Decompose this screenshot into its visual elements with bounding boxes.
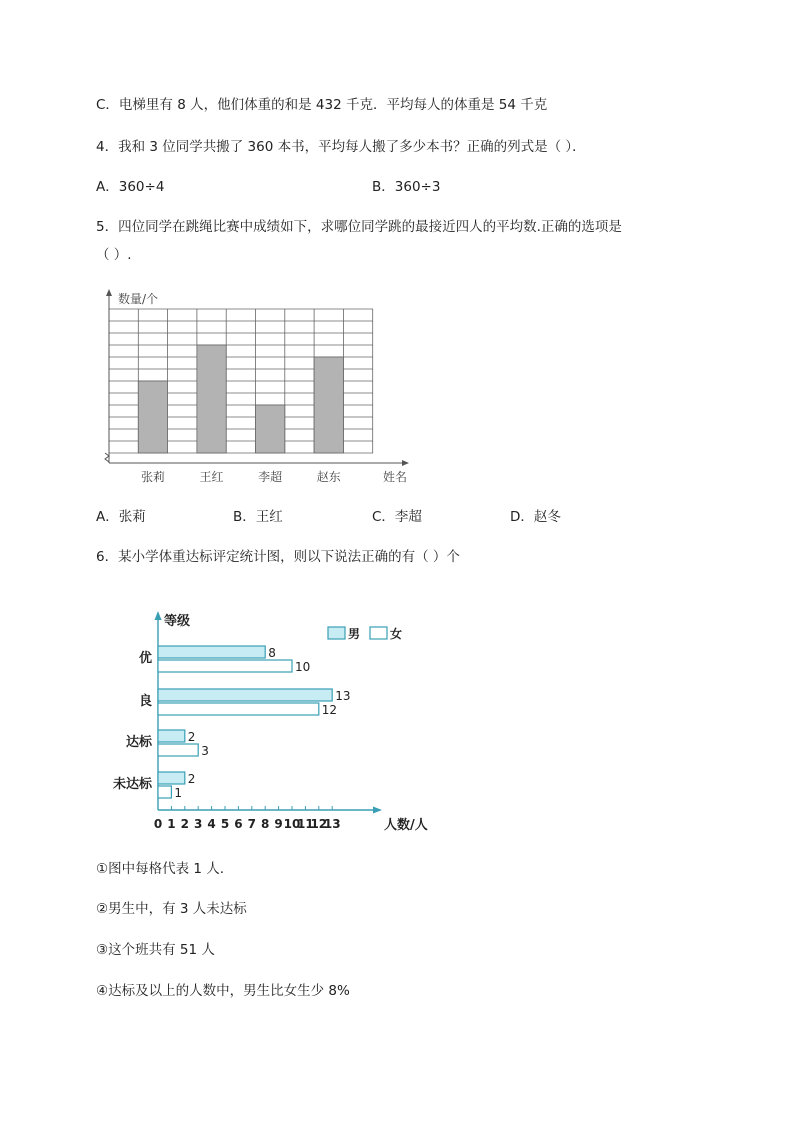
q4-stem: 4．我和 3 位同学共搬了 360 本书，平均每人搬了多少本书？正确的列式是（ ）． xyxy=(96,139,586,155)
chart2-legend-label-1: 男 xyxy=(348,627,361,641)
q4-option-a: A．360÷4 xyxy=(96,179,165,195)
q4-option-b: B．360÷3 xyxy=(372,179,441,195)
chart2-bar xyxy=(158,660,292,672)
chart2-data-label: 2 xyxy=(187,730,196,744)
chart2-bar xyxy=(158,703,319,715)
chart2-tick-label: 11 xyxy=(297,817,314,831)
chart2-tick-label: 10 xyxy=(283,817,301,831)
q5-option-b: B．王红 xyxy=(233,509,283,525)
chart2-category-label: 未达标 xyxy=(112,777,152,792)
chart1-x-arrow xyxy=(402,460,409,466)
q3-option-c: C．电梯里有 8 人，他们体重的和是 432 千克．平均每人的体重是 54 千克 xyxy=(96,97,548,113)
chart1-tick-labels xyxy=(141,469,341,484)
chart2-legend-swatch-1 xyxy=(328,627,345,639)
q5-stem-line2: （ ）. xyxy=(96,247,132,263)
chart2-data-label: 3 xyxy=(201,744,209,758)
chart2-bar xyxy=(158,646,265,658)
chart2-tick-label: 4 xyxy=(207,817,216,831)
chart1-bar-4 xyxy=(314,357,343,453)
chart1-tick-label: 张莉 xyxy=(140,470,165,484)
chart2-data-label: 1 xyxy=(174,786,183,800)
chart2-legend-label-2: 女 xyxy=(390,627,403,641)
q6-statement-2: ②男生中，有 3 人未达标 xyxy=(96,901,247,917)
chart2-tick-label: 12 xyxy=(310,817,328,831)
chart2-tick-label: 7 xyxy=(247,817,256,831)
chart2-tick-label: 6 xyxy=(234,817,243,831)
chart1-tick-label: 李超 xyxy=(258,470,283,484)
chart2-bar xyxy=(158,772,185,784)
chart2-data-label: 10 xyxy=(295,660,311,674)
chart2-category-labels xyxy=(113,650,153,792)
chart2-tick-label: 8 xyxy=(261,817,270,831)
chart1-tick-label: 王红 xyxy=(199,470,224,484)
chart2-y-arrow xyxy=(155,611,162,620)
weight-standard-bar-chart xyxy=(100,605,440,835)
chart2-tick-label: 1 xyxy=(167,817,176,831)
chart2-tick-label: 9 xyxy=(274,817,283,831)
chart1-bars xyxy=(138,345,343,453)
chart2-tick-label: 2 xyxy=(180,817,189,831)
q6-statement-1: ①图中每格代表 1 人. xyxy=(96,861,225,877)
q5-option-c: C．李超 xyxy=(372,509,422,525)
chart2-data-label: 13 xyxy=(335,689,351,703)
chart1-tick-label: 赵东 xyxy=(316,470,341,484)
chart2-tick-labels xyxy=(154,817,341,831)
chart2-data-label: 12 xyxy=(321,703,338,717)
chart2-bars xyxy=(158,646,350,800)
chart2-tick-label: 13 xyxy=(323,817,341,831)
chart2-tick-label: 3 xyxy=(194,817,203,831)
chart1-y-arrow xyxy=(106,289,112,296)
chart2-tick-label: 0 xyxy=(153,817,163,831)
chart2-category-label: 达标 xyxy=(125,735,152,750)
chart2-x-arrow xyxy=(373,807,382,814)
chart1-bar-3 xyxy=(256,405,285,453)
chart2-legend-swatch-2 xyxy=(370,627,387,639)
chart1-bar-2 xyxy=(197,345,226,453)
chart2-category-label: 优 xyxy=(138,651,152,666)
chart2-category-label: 良 xyxy=(138,694,152,709)
q6-stem: 6．某小学体重达标评定统计图，则以下说法正确的有（ ）个 xyxy=(96,549,460,565)
q5-option-a: A．张莉 xyxy=(96,509,146,525)
q6-statement-4: ④达标及以上的人数中，男生比女生少 8% xyxy=(96,983,350,999)
chart1-axis-break xyxy=(105,453,109,462)
q5-option-d: D．赵冬 xyxy=(510,509,561,525)
chart2-y-axis-label: 等级 xyxy=(164,614,191,629)
chart2-data-label: 2 xyxy=(187,772,196,786)
jump-rope-bar-chart xyxy=(96,285,426,490)
q5-stem-line1: 5．四位同学在跳绳比赛中成绩如下，求哪位同学跳的最接近四人的平均数.正确的选项是 xyxy=(96,219,622,235)
chart1-y-axis-label: 数量/个 xyxy=(118,292,159,306)
chart2-legend xyxy=(328,626,402,641)
chart1-bar-1 xyxy=(138,381,167,453)
chart1-x-axis-label: 姓名 xyxy=(383,470,408,484)
chart2-bar xyxy=(158,786,171,798)
chart2-data-label: 8 xyxy=(268,646,276,660)
chart2-bar xyxy=(158,744,198,756)
chart2-bar xyxy=(158,730,185,742)
chart2-tick-label: 5 xyxy=(220,817,230,831)
q6-statement-3: ③这个班共有 51 人 xyxy=(96,942,215,958)
chart2-bar xyxy=(158,689,332,701)
chart2-x-axis-label: 人数/人 xyxy=(384,818,428,833)
